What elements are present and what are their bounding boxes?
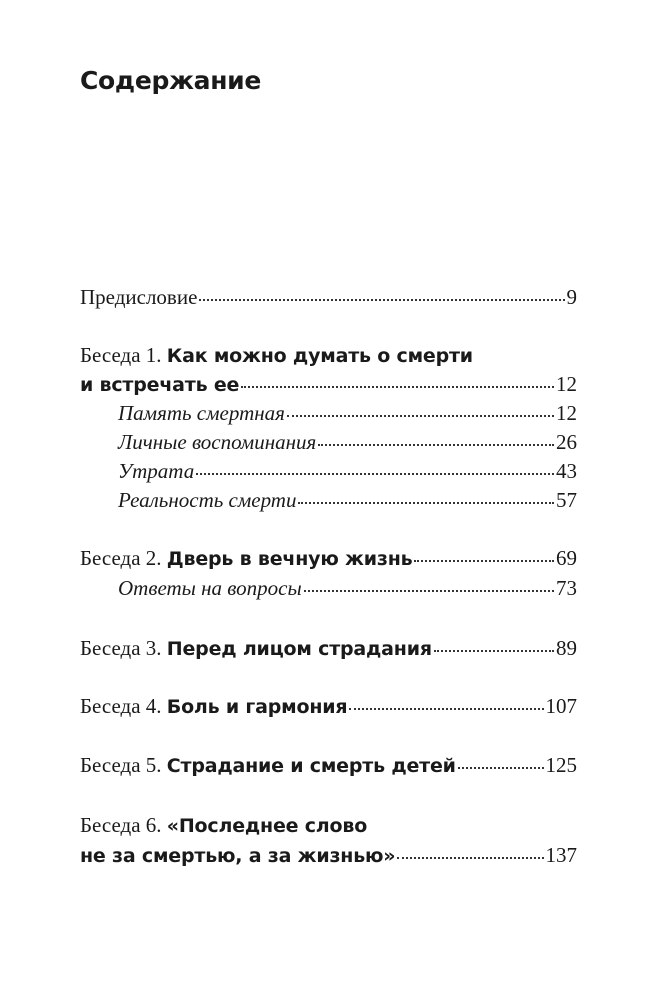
toc-entry-title: «Последнее слово — [166, 815, 368, 837]
toc-page-number: 43 — [556, 459, 577, 483]
toc-subentry-title: Ответы на вопросы — [118, 576, 302, 600]
toc-entry-talk-4[interactable] — [80, 691, 577, 721]
toc-subentry[interactable] — [118, 485, 577, 515]
toc-page-number: 73 — [556, 576, 577, 600]
dot-leader — [414, 560, 554, 562]
dot-leader — [434, 650, 554, 652]
toc-subentry-title: Память смертная — [118, 401, 285, 425]
toc-page-number: 12 — [556, 401, 577, 425]
dot-leader — [304, 590, 554, 592]
dot-leader — [298, 502, 554, 504]
toc-page-number: 26 — [556, 430, 577, 454]
toc-entry-title: не за смертью, а за жизнью» — [80, 845, 396, 867]
toc-entry-label: Беседа 4. — [80, 694, 162, 718]
dot-leader — [349, 708, 543, 710]
dot-leader — [287, 415, 554, 417]
dot-leader — [199, 299, 564, 301]
toc-entry-title: Боль и гармония — [166, 696, 348, 718]
toc-entry-talk-1-line-2[interactable] — [80, 369, 577, 399]
toc-page-number: 9 — [566, 285, 577, 309]
page-title: Содержание — [80, 66, 262, 95]
toc-entry-talk-1-line-1[interactable] — [80, 340, 473, 370]
dot-leader — [196, 473, 554, 475]
toc-entry-talk-5[interactable] — [80, 750, 577, 780]
dot-leader — [318, 444, 554, 446]
toc-entry-label: Беседа 2. — [80, 546, 162, 570]
toc-entry-title: Дверь в вечную жизнь — [166, 548, 413, 570]
toc-subentry[interactable] — [118, 398, 577, 428]
toc-subentry-title: Личные воспоминания — [118, 430, 317, 454]
toc-entry-talk-6-line-1[interactable] — [80, 810, 367, 840]
toc-entry-talk-3[interactable] — [80, 633, 577, 663]
toc-entry-label: Беседа 3. — [80, 636, 162, 660]
toc-page-number: 69 — [556, 546, 577, 570]
dot-leader — [241, 386, 554, 388]
toc-subentry[interactable] — [118, 573, 577, 603]
toc-entry-label: Беседа 6. — [80, 813, 162, 837]
toc-entry-title: Страдание и смерть детей — [166, 755, 456, 777]
dot-leader — [458, 767, 544, 769]
toc-page-number: 12 — [556, 372, 577, 396]
toc-page-number: 107 — [545, 694, 577, 718]
toc-page-number: 57 — [556, 488, 577, 512]
toc-entry-label: Беседа 5. — [80, 753, 162, 777]
toc-subentry-title: Утрата — [118, 459, 195, 483]
toc-subentry[interactable] — [118, 456, 577, 486]
toc-entry-title: Перед лицом страдания — [166, 638, 432, 660]
dot-leader — [397, 857, 543, 859]
toc-subentry-title: Реальность смерти — [118, 488, 297, 512]
toc-page-number: 125 — [545, 753, 577, 777]
toc-page-number: 137 — [545, 843, 577, 867]
toc-entry-title: Как можно думать о смерти — [166, 345, 473, 367]
toc-entry-title: Предисловие — [80, 285, 198, 309]
toc-entry-talk-6-line-2[interactable] — [80, 840, 577, 870]
toc-subentry[interactable] — [118, 427, 577, 457]
toc-page-number: 89 — [556, 636, 577, 660]
toc-entry-label: Беседа 1. — [80, 343, 162, 367]
toc-entry-preface[interactable] — [80, 282, 577, 312]
toc-entry-title: и встречать ее — [80, 374, 240, 396]
toc-entry-talk-2[interactable] — [80, 543, 577, 573]
